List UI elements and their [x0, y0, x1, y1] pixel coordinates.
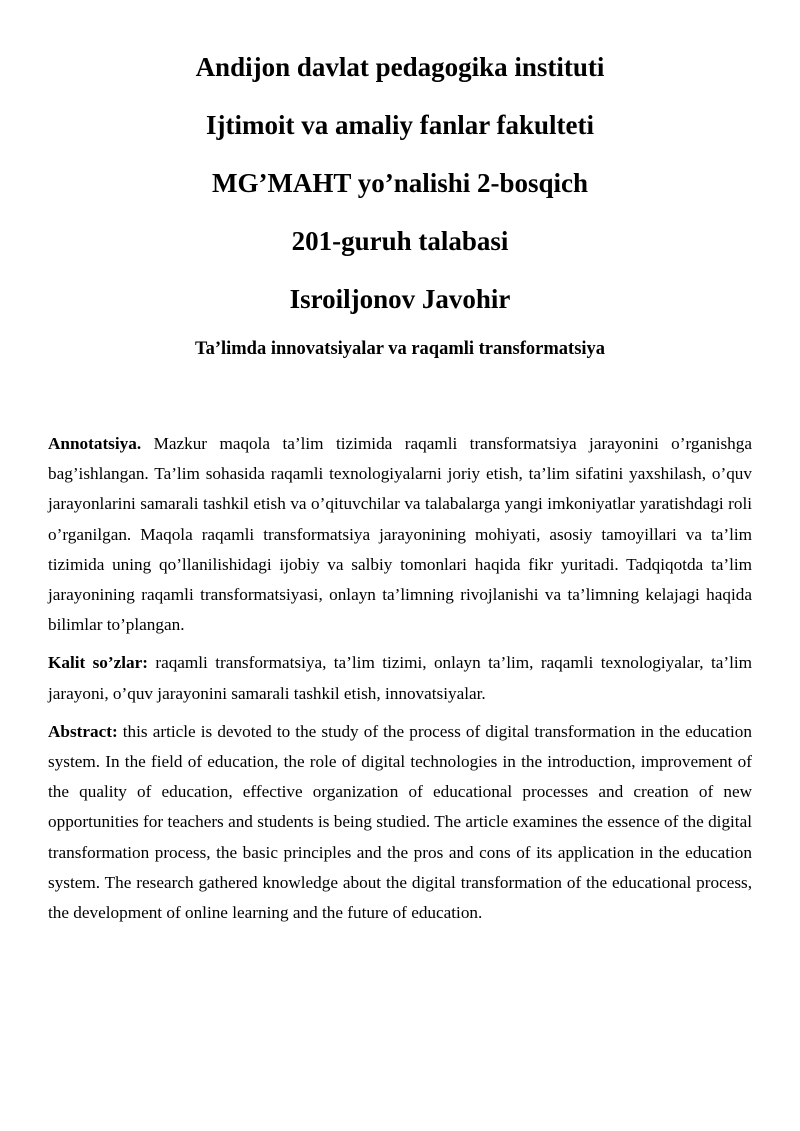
abstract-paragraph [48, 717, 752, 928]
annotation-text: Mazkur maqola ta’lim tizimida raqamli transformatsiya jarayonini o’rganishga bag’ishlangan. Ta’lim sohasida raqamli texnologiyalarni joriy etish, ta’lim sifatini yaxshilash, o’quv jarayonlarini samarali tashkil etish va o’qituvchilar va talabalarga yangi imkoniyatlar yaratishdagi roli o’rganilgan. Maqola raqamli transformatsiya jarayonining mohiyati, asosiy tamoyillari va ta’lim tizimida uning qo’llanilishidagi ijobiy va salbiy tomonlari haqida fikr yuritadi. Tadqiqotda ta’lim jarayonining raqamli transformatsiyasi, onlayn ta’limning rivojlanishi va ta’limning kelajagi haqida bilimlar to’plangan. [48, 434, 752, 635]
faculty-name: Ijtimoit va amaliy fanlar fakulteti [206, 110, 594, 140]
keywords-label: Kalit so’zlar: [48, 653, 148, 673]
keywords-paragraph [48, 648, 752, 708]
annotation-label: Annotatsiya. [48, 434, 142, 453]
abstract-label: Abstract: [48, 721, 118, 741]
keywords-text: raqamli transformatsiya, ta’lim tizimi, onlayn ta’lim, raqamli texnologiyalar, ta’lim jarayoni, o’quv jarayonini samarali tashkil etish, innovatsiyalar. [48, 653, 752, 703]
annotation-paragraph [48, 429, 752, 640]
institute-name: Andijon davlat pedagogika instituti [195, 52, 605, 82]
student-group: 201-guruh talabasi [291, 226, 509, 256]
title-block [48, 0, 752, 361]
abstract-text: this article is devoted to the study of the process of digital transformation in the education system. In the field of education, the role of digital technologies in the introduction, improvement of the quality of education, effective organization of educational processes and creation of new opportunities for teachers and students is being studied. The article examines the essence of the digital transformation process, the basic principles and the pros and cons of its application in the education system. The research gathered knowledge about the digital transformation of the educational process, the development of online learning and the future of education. [48, 721, 752, 923]
author-name: Isroiljonov Javohir [289, 284, 511, 314]
article-title: Ta’limda innovatsiyalar va raqamli transformatsiya [194, 339, 606, 359]
program-name: MG’MAHT yo’nalishi 2-bosqich [211, 168, 589, 198]
